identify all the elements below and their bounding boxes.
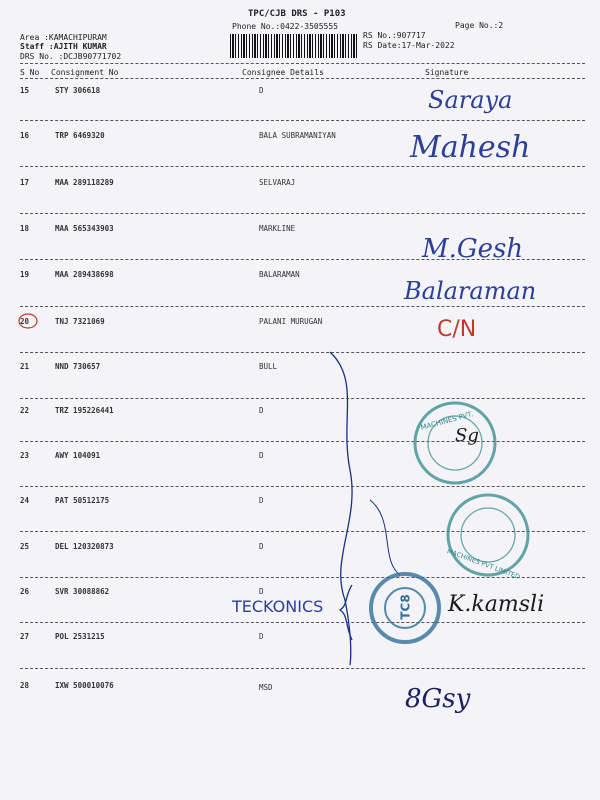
row-consignee: BALA SUBRAMANIYAN xyxy=(259,131,336,140)
teckonics-handwritten: TECKONICS xyxy=(232,597,324,616)
row-sno: 26 xyxy=(20,587,30,596)
signature-28: 8Gsy xyxy=(405,684,471,714)
row-sno: 19 xyxy=(20,270,30,279)
rs-number: RS No.:907717 xyxy=(363,31,426,40)
row-consignee: BULL xyxy=(259,362,278,371)
drs-number: DRS No. :DCJB90771702 xyxy=(20,52,122,61)
stamp-2-text: MACHINES PVT LIMITED xyxy=(445,547,522,581)
row-consignment: MAA 565343903 xyxy=(55,224,114,233)
row-sno: 23 xyxy=(20,451,30,460)
row-consignment: PAT 50512175 xyxy=(55,496,110,505)
row-consignee: D xyxy=(259,86,264,95)
signature-15: Saraya xyxy=(428,86,513,114)
bracket-line-icon xyxy=(330,352,352,665)
row-sno: 15 xyxy=(20,86,30,95)
cn-mark-20: C/N xyxy=(437,317,477,342)
staff-label: Staff :AJITH KUMAR xyxy=(20,42,107,51)
row-consignment: IXW 500010076 xyxy=(55,681,114,690)
stamp-1-text: MACHINES PVT. xyxy=(419,410,475,432)
row-consignment: STY 306618 xyxy=(55,86,101,95)
signature-22: Sg xyxy=(455,425,479,446)
row-consignee: D xyxy=(259,632,264,641)
signature-19: Balaraman xyxy=(404,277,537,305)
col-signature: Signature xyxy=(425,68,469,77)
row-sno: 25 xyxy=(20,542,30,551)
row-20-circle-mark xyxy=(19,314,37,328)
row-sno: 20 xyxy=(20,317,30,326)
row-consignee: D xyxy=(259,406,264,415)
row-consignment: SVR 30088862 xyxy=(55,587,110,596)
row-sno: 21 xyxy=(20,362,30,371)
phone-number: Phone No.:0422-3505555 xyxy=(232,22,338,31)
row-sno: 27 xyxy=(20,632,30,641)
bracket-right-icon xyxy=(370,500,400,575)
row-consignee: MARKLINE xyxy=(259,224,296,233)
row-consignment: MAA 289118289 xyxy=(55,178,114,187)
row-sno: 22 xyxy=(20,406,30,415)
signature-26: K.kamsli xyxy=(448,592,545,617)
row-consignment: POL 2531215 xyxy=(55,632,105,641)
signature-16: Mahesh xyxy=(410,130,531,165)
area-label: Area :KAMACHIPURAM xyxy=(20,33,107,42)
row-consignment: AWY 104091 xyxy=(55,451,101,460)
row-consignee: PALANI MURUGAN xyxy=(259,317,323,326)
col-consignee: Consignee Details xyxy=(242,68,324,77)
row-sno: 16 xyxy=(20,131,30,140)
row-sno: 28 xyxy=(20,681,30,690)
col-consignment: Consignment No xyxy=(51,68,119,77)
row-consignee: MSD xyxy=(259,683,273,692)
row-consignment: NND 730657 xyxy=(55,362,101,371)
row-consignment: TNJ 7321069 xyxy=(55,317,105,326)
row-consignment: TRP 6469320 xyxy=(55,131,105,140)
stamp-3-text: TC8 xyxy=(398,594,413,620)
col-sno: S No xyxy=(20,68,40,77)
row-consignee: D xyxy=(259,451,264,460)
row-consignee: D xyxy=(259,542,264,551)
row-consignee: D xyxy=(259,496,264,505)
row-consignee: BALARAMAN xyxy=(259,270,300,279)
row-consignment: TRZ 195226441 xyxy=(55,406,114,415)
signature-18: M.Gesh xyxy=(422,234,524,264)
row-sno: 24 xyxy=(20,496,30,505)
row-consignee: SELVARAJ xyxy=(259,178,296,187)
document-title: TPC/CJB DRS - P103 xyxy=(248,9,346,19)
rs-date: RS Date:17-Mar-2022 xyxy=(363,41,455,50)
page-number: Page No.:2 xyxy=(455,21,504,30)
row-sno: 17 xyxy=(20,178,30,187)
row-consignee: D xyxy=(259,587,264,596)
row-consignment: DEL 120320873 xyxy=(55,542,114,551)
row-sno: 18 xyxy=(20,224,30,233)
row-consignment: MAA 289438698 xyxy=(55,270,114,279)
